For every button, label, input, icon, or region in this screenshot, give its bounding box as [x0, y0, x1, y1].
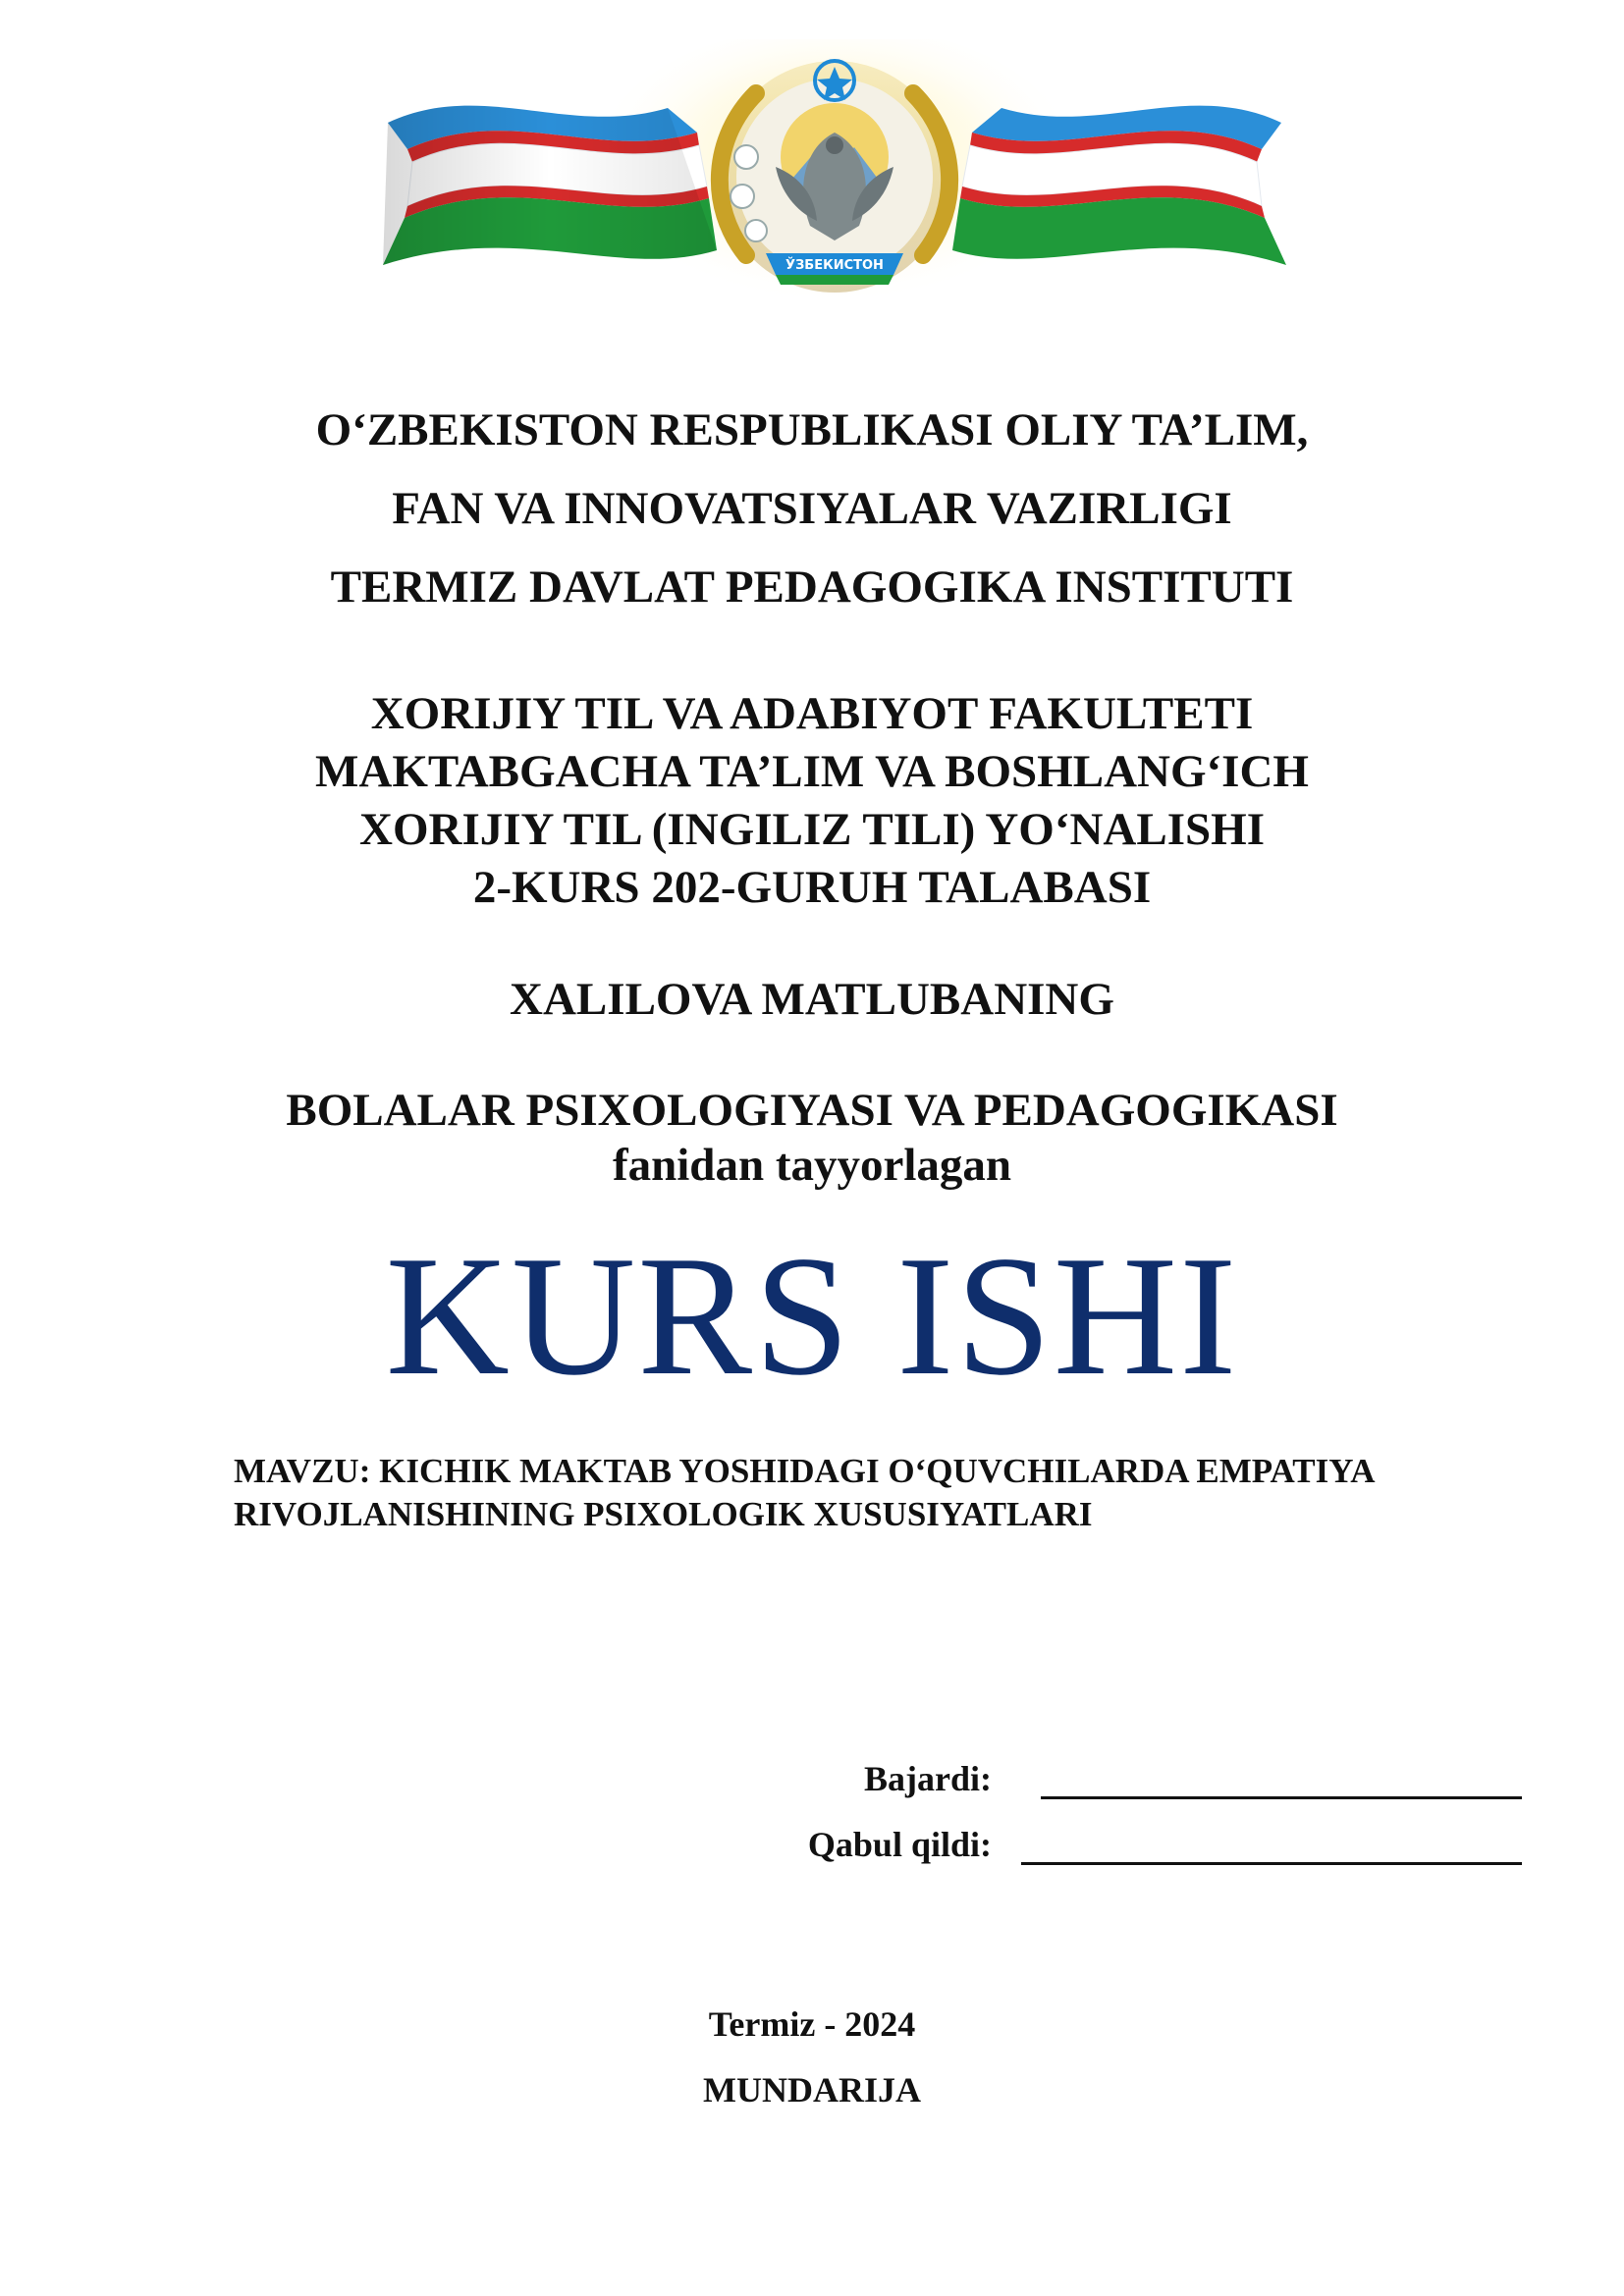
- faculty-line: 2-KURS 202-GURUH TALABASI: [472, 862, 1152, 913]
- faculty-line: MAKTABGACHA TA’LIM VA BOSHLANG‘ICH: [315, 746, 1309, 797]
- faculty-block: [0, 685, 1624, 917]
- topic-block: [234, 1450, 1569, 1536]
- done-signature-line: [1041, 1796, 1522, 1799]
- subject-block: [0, 1083, 1624, 1193]
- signature-row-done: [0, 1757, 992, 1800]
- flag-right-icon: [952, 106, 1286, 265]
- topic-line: RIVOJLANISHINING PSIXOLOGIK XUSUSIYATLARI: [234, 1495, 1093, 1533]
- faculty-line: XORIJIY TIL (INGILIZ TILI) YO‘NALISHI: [359, 804, 1265, 855]
- header-line: FAN VA INNOVATSIYALAR VAZIRLIGI: [392, 483, 1232, 534]
- work-type-title: KURS ISHI: [385, 1220, 1239, 1411]
- subject-title: BOLALAR PSIXOLOGIYASI VA PEDAGOGIKASI: [286, 1085, 1338, 1136]
- faculty-line: XORIJIY TIL VA ADABIYOT FAKULTETI: [370, 688, 1254, 739]
- ministry-header: [0, 391, 1624, 626]
- flag-left-icon: [383, 106, 717, 265]
- done-label: Bajardi:: [864, 1759, 992, 1798]
- emblem-ribbon-text: ЎЗБЕКИСТОН: [785, 258, 884, 273]
- header-line: O‘ZBEKISTON RESPUBLIKASI OLIY TA’LIM,: [315, 404, 1309, 455]
- signature-row-accepted: [0, 1823, 992, 1866]
- state-emblem-icon: [314, 39, 1355, 324]
- header-line: TERMIZ DAVLAT PEDAGOGIKA INSTITUTI: [330, 561, 1294, 613]
- contents-heading: MUNDARIJA: [703, 2070, 921, 2109]
- topic-line: MAVZU: KICHIK MAKTAB YOSHIDAGI O‘QUVCHILARDA EMPATIYA: [234, 1452, 1376, 1490]
- subject-subtitle: fanidan tayyorlagan: [612, 1140, 1012, 1191]
- student-name: XALILOVA MATLUBANING: [510, 974, 1114, 1025]
- accepted-signature-line: [1021, 1862, 1522, 1865]
- place-year: Termiz - 2024: [708, 2004, 916, 2044]
- emblem-wreath-icon: [719, 61, 950, 293]
- accepted-label: Qabul qildi:: [807, 1825, 992, 1864]
